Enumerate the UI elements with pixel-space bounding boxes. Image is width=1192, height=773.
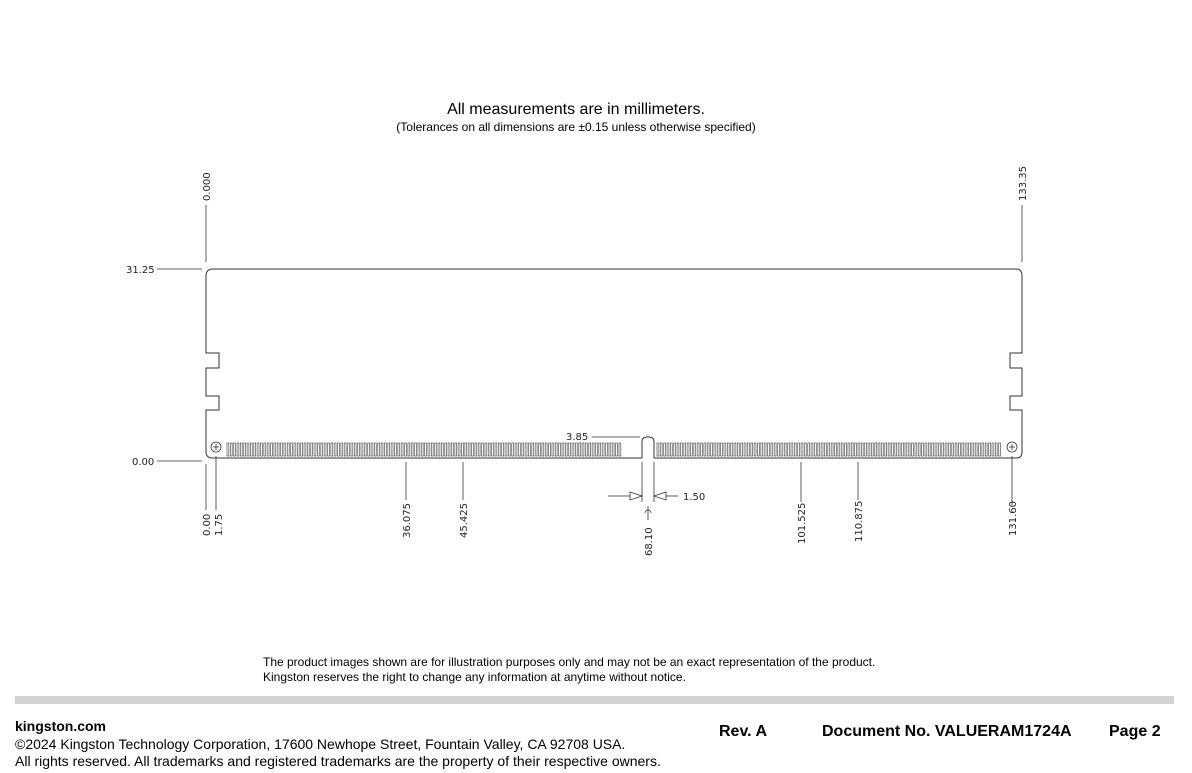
contact-pin	[529, 443, 531, 456]
contact-pin	[559, 443, 561, 456]
contact-pin	[545, 443, 547, 456]
contact-pin	[969, 443, 971, 456]
contact-pin	[875, 443, 877, 456]
contact-pin	[724, 443, 726, 456]
contact-pin	[495, 443, 497, 456]
contact-pin	[421, 443, 423, 456]
contact-pin	[794, 443, 796, 456]
contact-pin	[741, 443, 743, 456]
footer-website: kingston.com	[15, 718, 107, 734]
contact-pin	[959, 443, 961, 456]
contact-pin	[415, 443, 417, 456]
contact-pin	[697, 443, 699, 456]
contact-pin	[374, 443, 376, 456]
contact-pin	[277, 443, 279, 456]
contact-pin	[788, 443, 790, 456]
dim-notch-center: 68.10	[644, 527, 655, 556]
contact-pin	[612, 443, 614, 456]
contact-pin	[478, 443, 480, 456]
contact-pin	[744, 443, 746, 456]
contact-pin	[284, 443, 286, 456]
contact-pin	[498, 443, 500, 456]
contact-pin	[761, 443, 763, 456]
contact-pin	[237, 443, 239, 456]
illustration-disclaimer	[263, 655, 875, 685]
contact-pin	[354, 443, 356, 456]
contact-pin	[902, 443, 904, 456]
contact-pin	[401, 443, 403, 456]
contact-pin	[898, 443, 900, 456]
contact-pin	[539, 443, 541, 456]
contact-pin	[848, 443, 850, 456]
contact-pin	[878, 443, 880, 456]
contact-pin	[582, 443, 584, 456]
contact-pin	[542, 443, 544, 456]
contact-pin	[858, 443, 860, 456]
contact-pin	[338, 443, 340, 456]
contact-pin	[664, 443, 666, 456]
contact-pin	[828, 443, 830, 456]
contact-pin	[609, 443, 611, 456]
contact-pin	[835, 443, 837, 456]
contact-pin	[304, 443, 306, 456]
contact-pin	[492, 443, 494, 456]
contact-pin	[918, 443, 920, 456]
contact-pin	[334, 443, 336, 456]
contact-pin	[451, 443, 453, 456]
contact-pin	[371, 443, 373, 456]
contact-pin	[348, 443, 350, 456]
contact-pin	[855, 443, 857, 456]
contact-pin	[485, 443, 487, 456]
contact-pin	[448, 443, 450, 456]
contact-pin	[307, 443, 309, 456]
contact-pin	[505, 443, 507, 456]
contact-pin	[358, 443, 360, 456]
contact-pins-right	[657, 443, 1001, 456]
contact-pin	[438, 443, 440, 456]
contact-pin	[431, 443, 433, 456]
contact-pin	[525, 443, 527, 456]
dim-top-right: 133.35	[1018, 166, 1029, 201]
contact-pin	[408, 443, 410, 456]
contact-pin	[831, 443, 833, 456]
contact-pin	[932, 443, 934, 456]
contact-pin	[287, 443, 289, 456]
contact-pin	[811, 443, 813, 456]
contact-pin	[368, 443, 370, 456]
contact-pin	[922, 443, 924, 456]
contact-pin	[569, 443, 571, 456]
contact-pin	[515, 443, 517, 456]
dim-taper-left-1: 36.075	[402, 503, 413, 538]
contact-pin	[888, 443, 890, 456]
contact-pin	[784, 443, 786, 456]
contact-pin	[938, 443, 940, 456]
contact-pin	[472, 443, 474, 456]
contact-pin	[398, 443, 400, 456]
contact-pin	[475, 443, 477, 456]
contact-pin	[684, 443, 686, 456]
contact-pin	[549, 443, 551, 456]
contact-pin	[391, 443, 393, 456]
contact-pin	[405, 443, 407, 456]
contact-pin	[271, 443, 273, 456]
contact-pin	[321, 443, 323, 456]
contact-pin	[912, 443, 914, 456]
contact-pin	[942, 443, 944, 456]
contact-pin	[727, 443, 729, 456]
contact-pin	[381, 443, 383, 456]
contact-pin	[535, 443, 537, 456]
contact-pin	[714, 443, 716, 456]
contact-pin	[670, 443, 672, 456]
footer-document-number: Document No. VALUERAM1724A	[822, 723, 1072, 740]
contact-pin	[871, 443, 873, 456]
contact-pin	[502, 443, 504, 456]
contact-pin	[825, 443, 827, 456]
dim-height-top: 31.25	[126, 265, 155, 276]
contact-pin	[778, 443, 780, 456]
contact-pin	[599, 443, 601, 456]
contact-pin	[297, 443, 299, 456]
contact-pin	[791, 443, 793, 456]
contact-pin	[680, 443, 682, 456]
contact-pin	[945, 443, 947, 456]
contact-pin	[751, 443, 753, 456]
contact-pin	[707, 443, 709, 456]
contact-pin	[458, 443, 460, 456]
dim-taper-right-2: 110.875	[854, 500, 865, 542]
contact-pin	[384, 443, 386, 456]
contact-pin	[935, 443, 937, 456]
contact-pin	[455, 443, 457, 456]
contact-pin	[572, 443, 574, 456]
footer-copyright: ©2024 Kingston Technology Corporation, 17600 Newhope Street, Fountain Valley, CA 92708 USA.	[15, 736, 626, 752]
contact-pin	[731, 443, 733, 456]
disclaimer-line-1: The product images shown are for illustration purposes only and may not be an exact representation of the product.	[263, 655, 876, 669]
drawing-title: All measurements are in millimeters.	[447, 101, 705, 118]
contact-pin	[764, 443, 766, 456]
contact-pin	[915, 443, 917, 456]
dim-taper-right-1: 101.525	[797, 502, 808, 544]
contact-pin	[717, 443, 719, 456]
contact-pin	[361, 443, 363, 456]
contact-pin	[734, 443, 736, 456]
contact-pin	[418, 443, 420, 456]
contact-pin	[388, 443, 390, 456]
contact-pin	[808, 443, 810, 456]
contact-pin	[982, 443, 984, 456]
contact-pin	[711, 443, 713, 456]
contact-pin	[754, 443, 756, 456]
contact-pin	[518, 443, 520, 456]
contact-pin	[532, 443, 534, 456]
dim-notch-width: 1.50	[683, 492, 706, 503]
contact-pin	[311, 443, 313, 456]
contact-pin	[411, 443, 413, 456]
contact-pin	[257, 443, 259, 456]
contact-pin	[378, 443, 380, 456]
dim-height-bottom: 0.00	[132, 457, 155, 468]
contact-pin	[428, 443, 430, 456]
contact-pin	[575, 443, 577, 456]
contact-pin	[435, 443, 437, 456]
contact-pin	[881, 443, 883, 456]
contact-pin	[962, 443, 964, 456]
contact-pin	[314, 443, 316, 456]
contact-pin	[445, 443, 447, 456]
contact-pin	[771, 443, 773, 456]
contact-pin	[989, 443, 991, 456]
contact-pin	[801, 443, 803, 456]
disclaimer-line-2: Kingston reserves the right to change any information at anytime without notice.	[263, 670, 686, 684]
contact-pin	[465, 443, 467, 456]
contact-pin	[781, 443, 783, 456]
contact-pin	[999, 443, 1001, 456]
contact-pin	[552, 443, 554, 456]
contact-pin	[264, 443, 266, 456]
contact-pin	[619, 443, 621, 456]
contact-pin	[254, 443, 256, 456]
contact-pin	[281, 443, 283, 456]
contact-pin	[674, 443, 676, 456]
contact-pin	[351, 443, 353, 456]
contact-pin	[885, 443, 887, 456]
contact-pin	[344, 443, 346, 456]
tolerance-note: (Tolerances on all dimensions are ±0.15 unless otherwise specified)	[396, 120, 756, 134]
contact-pin	[704, 443, 706, 456]
contact-pin	[230, 443, 232, 456]
contact-pin	[975, 443, 977, 456]
contact-pin	[818, 443, 820, 456]
contact-pin	[482, 443, 484, 456]
dim-notch-height: 3.85	[566, 432, 589, 443]
contact-pin	[965, 443, 967, 456]
contact-pin	[317, 443, 319, 456]
contact-pin	[821, 443, 823, 456]
footer-revision: Rev. A	[719, 723, 768, 740]
contact-pin	[948, 443, 950, 456]
footer-rights: All rights reserved. All trademarks and registered trademarks are the property of their respective owners.	[15, 753, 661, 769]
contact-pin	[240, 443, 242, 456]
footer-divider	[15, 696, 1174, 704]
mounting-hole-left-icon	[211, 442, 221, 452]
contact-pin	[955, 443, 957, 456]
contact-pin	[694, 443, 696, 456]
dim-hole-right: 131.60	[1008, 501, 1019, 536]
contact-pin	[425, 443, 427, 456]
contact-pin	[341, 443, 343, 456]
contact-pin	[227, 443, 229, 456]
contact-pin	[737, 443, 739, 456]
contact-pin	[589, 443, 591, 456]
contact-pin	[908, 443, 910, 456]
contact-pin	[562, 443, 564, 456]
contact-pin	[657, 443, 659, 456]
contact-pin	[972, 443, 974, 456]
contact-pin	[606, 443, 608, 456]
dim-hole-left: 1.75	[214, 513, 225, 536]
contact-pin	[952, 443, 954, 456]
contact-pin	[234, 443, 236, 456]
contact-pin	[861, 443, 863, 456]
dim-top-left: 0.000	[202, 172, 213, 201]
contact-pin	[985, 443, 987, 456]
contact-pin	[865, 443, 867, 456]
contact-pin	[868, 443, 870, 456]
contact-pin	[596, 443, 598, 456]
contact-pin	[845, 443, 847, 456]
contact-pin	[995, 443, 997, 456]
contact-pin	[250, 443, 252, 456]
contact-pin	[701, 443, 703, 456]
contact-pin	[814, 443, 816, 456]
dim-taper-left-2: 45.425	[459, 503, 470, 538]
contact-pins-left	[227, 443, 621, 456]
contact-pin	[441, 443, 443, 456]
contact-pin	[691, 443, 693, 456]
footer-page-number: Page 2	[1109, 723, 1161, 740]
contact-pin	[331, 443, 333, 456]
contact-pin	[592, 443, 594, 456]
contact-pin	[565, 443, 567, 456]
contact-pin	[294, 443, 296, 456]
contact-pin	[851, 443, 853, 456]
contact-pin	[841, 443, 843, 456]
contact-pin	[395, 443, 397, 456]
contact-pin	[660, 443, 662, 456]
contact-pin	[324, 443, 326, 456]
contact-pin	[774, 443, 776, 456]
contact-pin	[244, 443, 246, 456]
contact-pin	[721, 443, 723, 456]
contact-pin	[892, 443, 894, 456]
contact-pin	[905, 443, 907, 456]
contact-pin	[928, 443, 930, 456]
contact-pin	[585, 443, 587, 456]
contact-pin	[274, 443, 276, 456]
contact-pin	[247, 443, 249, 456]
contact-pin	[667, 443, 669, 456]
contact-pin	[462, 443, 464, 456]
contact-pin	[747, 443, 749, 456]
contact-pin	[488, 443, 490, 456]
contact-pin	[798, 443, 800, 456]
contact-pin	[261, 443, 263, 456]
contact-pin	[328, 443, 330, 456]
contact-pin	[895, 443, 897, 456]
module-outline	[206, 269, 1022, 458]
contact-pin	[555, 443, 557, 456]
contact-pin	[508, 443, 510, 456]
contact-pin	[512, 443, 514, 456]
contact-pin	[992, 443, 994, 456]
contact-pin	[364, 443, 366, 456]
contact-pin	[979, 443, 981, 456]
contact-pin	[616, 443, 618, 456]
contact-pin	[579, 443, 581, 456]
contact-pin	[267, 443, 269, 456]
contact-pin	[291, 443, 293, 456]
contact-pin	[768, 443, 770, 456]
contact-pin	[522, 443, 524, 456]
contact-pin	[925, 443, 927, 456]
contact-pin	[468, 443, 470, 456]
contact-pin	[687, 443, 689, 456]
contact-pin	[804, 443, 806, 456]
contact-pin	[301, 443, 303, 456]
contact-pin	[677, 443, 679, 456]
contact-pin	[602, 443, 604, 456]
dim-left-edge: 0.00	[202, 513, 213, 536]
contact-pin	[838, 443, 840, 456]
mounting-hole-right-icon	[1007, 442, 1017, 452]
contact-pin	[758, 443, 760, 456]
